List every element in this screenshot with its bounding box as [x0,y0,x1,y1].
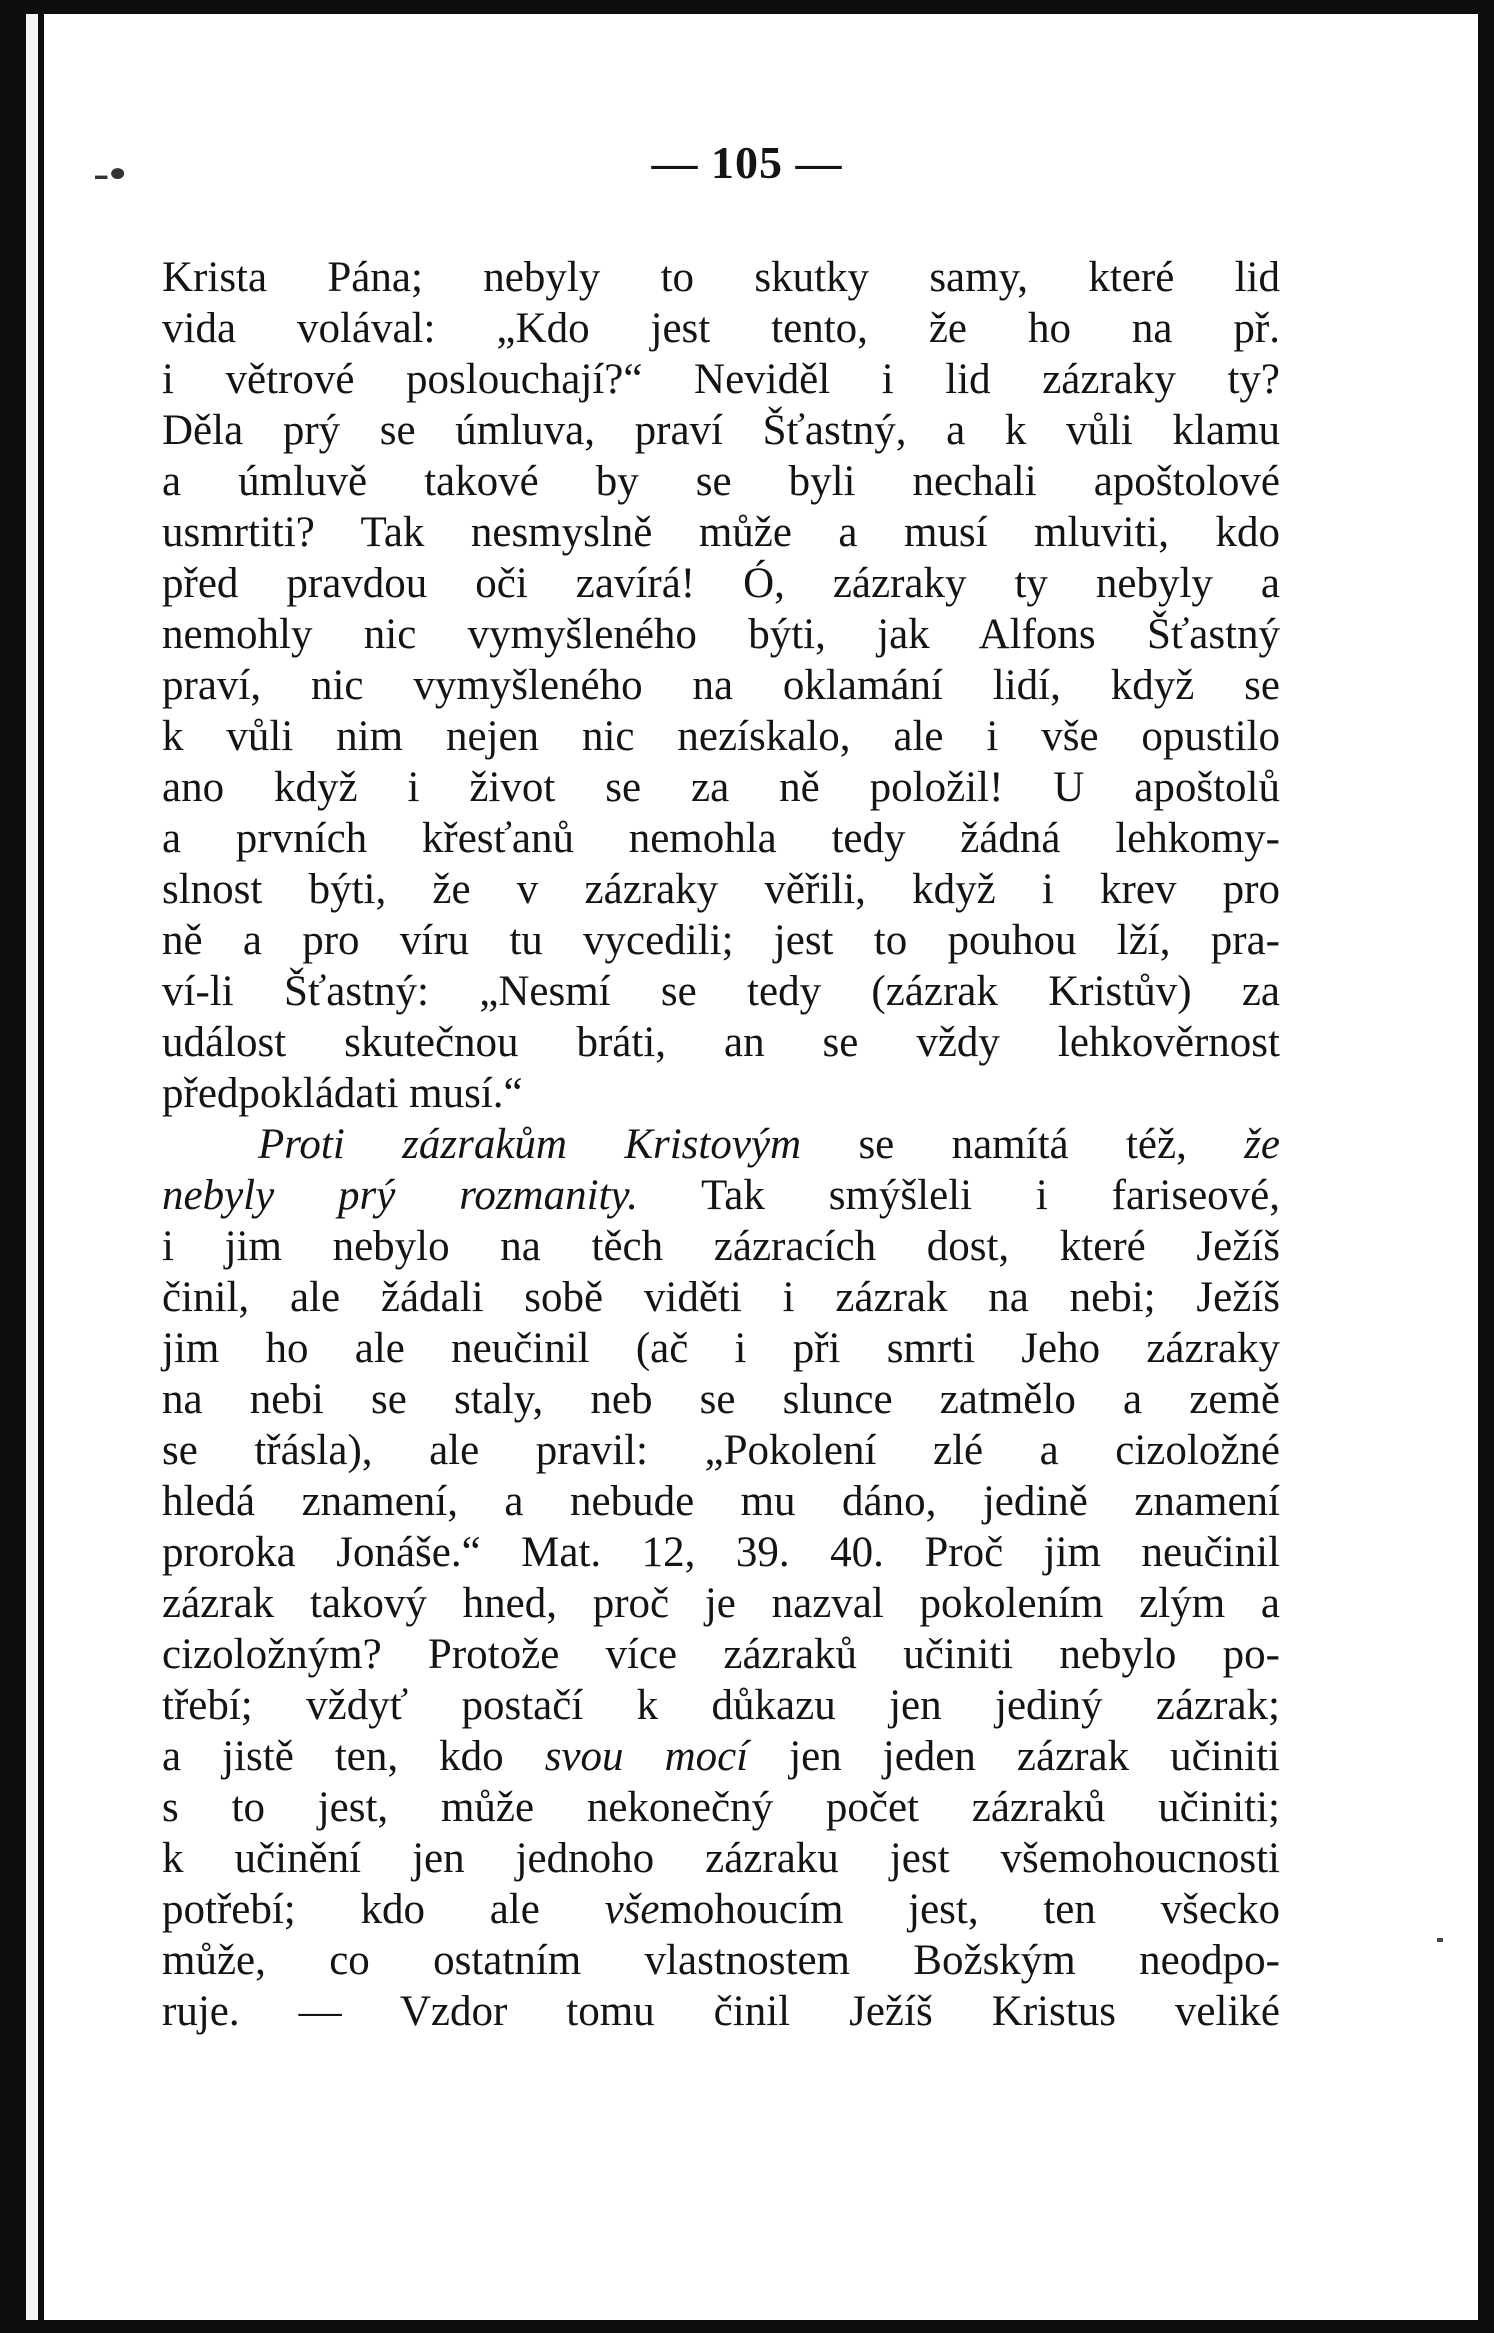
italic-text: Proti zázrakům Kristovým [258,1121,802,1168]
text-segment: k učinění jen jednoho zázraku jest všemohoucnosti [162,1835,1280,1882]
text-segment: jen jeden zázrak učiniti [748,1733,1281,1780]
text-segment: činil, ale žádali sobě viděti i zázrak na nebi; Ježíš [162,1274,1280,1321]
italic-text: vše [604,1886,660,1933]
page-number: — 105 — [651,137,843,188]
text-segment: potřebí; kdo ale [162,1886,605,1933]
text-segment: se třásla), ale pravil: „Pokolení zlé a cizoložné [162,1427,1280,1474]
text-segment: slnost býti, že v zázraky věřili, když i krev pro [162,866,1280,913]
text-segment: a prvních křesťanů nemohla tedy žádná lehkomy- [162,815,1280,862]
text-segment: ano když i život se za ně položil! U apoštolů [162,764,1280,811]
text-segment: se namítá též, [801,1121,1245,1168]
text-line [162,1986,1280,2037]
margin-mark: -• [93,151,127,196]
text-segment: a jistě ten, kdo [162,1733,545,1780]
scan-border-bottom [0,2320,1494,2333]
text-line [162,1527,1280,1578]
text-line [162,864,1280,915]
text-segment: může, co ostatním vlastnostem Božským neodpo- [162,1937,1280,1984]
text-segment: na nebi se staly, neb se slunce zatmělo a země [162,1376,1280,1423]
italic-text: že [1244,1121,1280,1168]
text-segment: ví-li Šťastný: „Nesmí se tedy (zázrak Kristův) za [162,968,1280,1015]
text-line [162,1017,1280,1068]
text-segment: Tak smýšleli i fariseové, [637,1172,1281,1219]
text-segment: předpokládati musí.“ [162,1070,523,1117]
text-segment: vida volával: „Kdo jest tento, že ho na př. [162,305,1280,352]
text-line [162,1374,1280,1425]
text-line [162,1578,1280,1629]
text-line [162,252,1280,303]
text-segment: Děla prý se úmluva, praví Šťastný, a k vůli klamu [162,407,1280,454]
text-line [162,303,1280,354]
text-segment: jim ho ale neučinil (ač i při smrti Jeho zázraky [162,1325,1280,1372]
text-line [162,915,1280,966]
scan-border-right [1478,0,1494,2333]
text-segment: před pravdou oči zavírá! Ó, zázraky ty nebyly a [162,560,1280,607]
text-segment: i jim nebylo na těch zázracích dost, které Ježíš [162,1223,1280,1270]
adjacent-page-edge [26,14,38,2320]
italic-text: svou mocí [544,1733,749,1780]
text-line [162,1221,1280,1272]
text-line [162,762,1280,813]
text-line [162,1068,1280,1119]
text-line [162,1935,1280,1986]
text-segment: nemohly nic vymyšleného býti, jak Alfons Šťastný [162,611,1280,658]
text-line [162,1323,1280,1374]
text-line [162,1476,1280,1527]
text-line [162,1782,1280,1833]
text-segment: Krista Pána; nebyly to skutky samy, které lid [162,254,1280,301]
text-segment: usmrtiti? Tak nesmyslně může a musí mluviti, kdo [162,509,1280,556]
text-segment: k vůli nim nejen nic nezískalo, ale i vše opustilo [162,713,1280,760]
text-line [162,1425,1280,1476]
text-segment: zázrak takový hned, proč je nazval pokolením zlým a [162,1580,1280,1627]
text-line [162,1833,1280,1884]
text-line [162,405,1280,456]
scan-speck [1437,1938,1443,1942]
text-line [162,609,1280,660]
text-line [162,1119,1280,1170]
text-segment: a úmluvě takové by se byli nechali apoštolové [162,458,1280,505]
body-text [162,252,1280,2037]
text-segment: třebí; vždyť postačí k důkazu jen jediný zázrak; [162,1682,1280,1729]
text-line [162,1884,1280,1935]
text-line [162,456,1280,507]
text-line [162,1170,1280,1221]
text-line [162,1731,1280,1782]
italic-text: nebyly prý rozmanity. [162,1172,638,1219]
text-segment: i větrové poslouchají?“ Neviděl i lid zázraky ty? [162,356,1280,403]
text-line [162,1629,1280,1680]
text-segment: ně a pro víru tu vycedili; jest to pouhou lží, pra- [162,917,1280,964]
text-segment: cizoložným? Protože více zázraků učiniti nebylo po- [162,1631,1280,1678]
text-line [162,711,1280,762]
text-segment: proroka Jonáše.“ Mat. 12, 39. 40. Proč jim neučinil [162,1529,1280,1576]
text-line [162,354,1280,405]
text-line [162,660,1280,711]
scan-border-top [0,0,1494,14]
text-line [162,558,1280,609]
text-segment: hledá znamení, a nebude mu dáno, jedině znamení [162,1478,1280,1525]
text-segment: mohoucím jest, ten všecko [659,1886,1280,1933]
text-line [162,813,1280,864]
text-segment: událost skutečnou bráti, an se vždy lehkověrnost [162,1019,1280,1066]
text-segment: praví, nic vymyšleného na oklamání lidí, když se [162,662,1280,709]
text-line [162,1272,1280,1323]
text-segment: ruje. — Vzdor tomu činil Ježíš Kristus veliké [162,1988,1280,2035]
text-line [162,966,1280,1017]
text-segment: s to jest, může nekonečný počet zázraků učiniti; [162,1784,1280,1831]
text-line [162,507,1280,558]
text-line [162,1680,1280,1731]
